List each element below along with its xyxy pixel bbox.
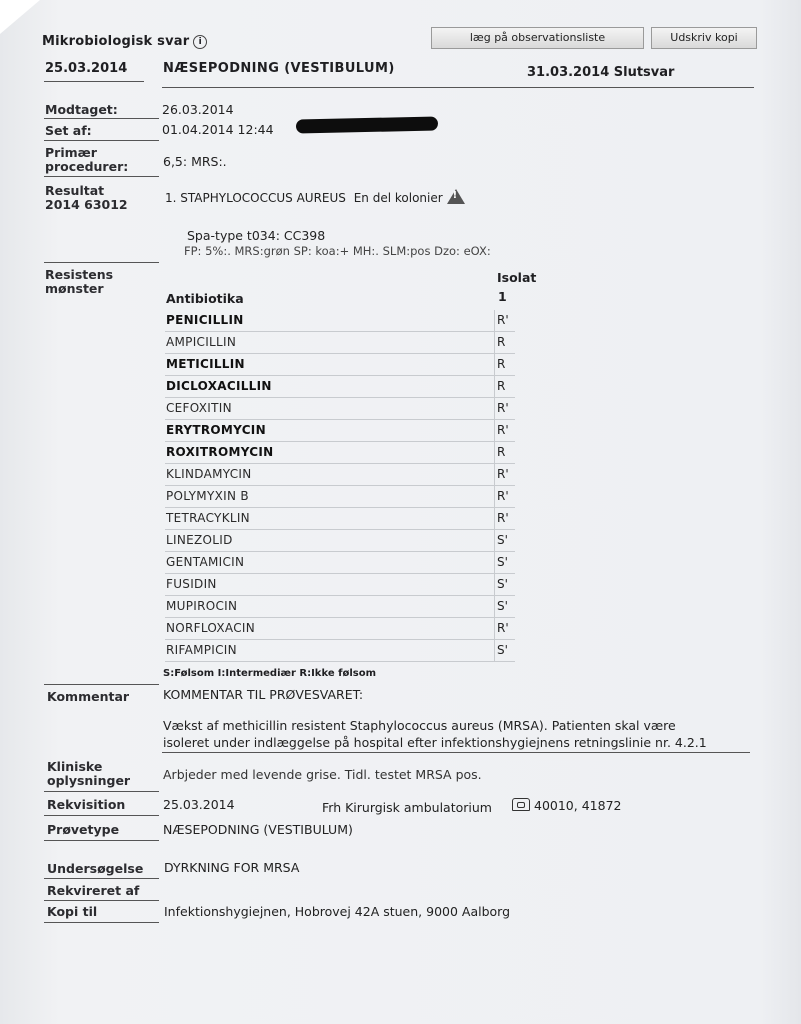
antibiotic-result: R' xyxy=(497,423,509,437)
antibiotic-result: R' xyxy=(497,621,509,635)
sample-type-label: Prøvetype xyxy=(47,822,120,837)
fp-line: FP: 5%:. MRS:grøn SP: koa:+ MH:. SLM:pos Dzo: eOX: xyxy=(184,244,491,258)
sample-date: 25.03.2014 xyxy=(45,61,128,76)
table-row xyxy=(165,442,515,464)
antibiotic-name: TETRACYKLIN xyxy=(166,511,250,525)
clinical-info-value: Arbjeder med levende grise. Tidl. testet MRSA pos. xyxy=(163,767,482,782)
table-row xyxy=(165,640,515,662)
clinical-label-line2: oplysninger xyxy=(47,773,131,788)
table-row xyxy=(165,310,515,332)
info-icon[interactable]: i xyxy=(193,35,207,49)
table-row xyxy=(165,552,515,574)
divider xyxy=(44,176,159,177)
antibiotic-name: DICLOXACILLIN xyxy=(166,379,272,393)
print-copy-button[interactable]: Udskriv kopi xyxy=(651,27,757,49)
antibiotic-name: ERYTROMYCIN xyxy=(166,423,266,437)
spa-type: Spa-type t034: CC398 xyxy=(187,228,326,243)
antibiotic-name: METICILLIN xyxy=(166,357,245,371)
final-answer-date: 31.03.2014 Slutsvar xyxy=(527,65,675,80)
antibiotic-result: R xyxy=(497,445,506,459)
table-row xyxy=(165,530,515,552)
antibiotics-header: Antibiotika xyxy=(166,291,244,306)
divider xyxy=(44,140,159,141)
divider xyxy=(44,922,159,923)
result-number: 2014 63012 xyxy=(45,197,128,212)
antibiotic-result: R' xyxy=(497,511,509,525)
column-divider xyxy=(494,310,495,332)
examination-value: DYRKNING FOR MRSA xyxy=(164,860,300,875)
requisition-phone xyxy=(512,798,621,813)
comment-heading: KOMMENTAR TIL PRØVESVARET: xyxy=(163,687,364,702)
requisition-label: Rekvisition xyxy=(47,797,126,812)
divider xyxy=(44,815,159,816)
antibiotic-name: LINEZOLID xyxy=(166,533,233,547)
table-row xyxy=(165,464,515,486)
warning-icon xyxy=(447,189,465,204)
result-organism xyxy=(165,189,465,205)
clinical-info-label xyxy=(47,760,130,788)
phone-icon xyxy=(512,798,530,811)
table-row xyxy=(165,574,515,596)
isolat-header: Isolat xyxy=(497,270,537,285)
page-title xyxy=(42,34,207,49)
row-divider xyxy=(165,661,515,662)
divider xyxy=(44,262,159,263)
comment-line-1: Vækst af methicillin resistent Staphylococcus aureus (MRSA). Patienten skal være xyxy=(163,718,676,733)
primary-procedures-label-line1: Primær xyxy=(45,145,97,160)
resistance-pattern-label xyxy=(45,268,113,296)
divider xyxy=(162,752,750,753)
phone-numbers: 40010, 41872 xyxy=(534,798,622,813)
colony-count: En del kolonier xyxy=(353,191,443,205)
table-row xyxy=(165,486,515,508)
result-label-line1: Resultat xyxy=(45,183,105,198)
column-divider xyxy=(494,332,495,354)
table-row xyxy=(165,354,515,376)
table-row xyxy=(165,332,515,354)
sample-type-value: NÆSEPODNING (VESTIBULUM) xyxy=(163,822,353,837)
column-divider xyxy=(494,464,495,486)
antibiotic-result: R' xyxy=(497,313,509,327)
divider xyxy=(162,87,754,88)
table-row xyxy=(165,398,515,420)
column-divider xyxy=(494,640,495,662)
seen-by-value: 01.04.2014 12:44 xyxy=(162,122,274,137)
antibiotic-result: S' xyxy=(497,555,508,569)
antibiotic-name: GENTAMICIN xyxy=(166,555,245,569)
column-divider xyxy=(494,486,495,508)
clinical-label-line1: Kliniske xyxy=(47,759,103,774)
copy-to-label: Kopi til xyxy=(47,904,98,919)
antibiotic-result: R' xyxy=(497,401,509,415)
divider xyxy=(44,878,159,879)
column-divider xyxy=(494,354,495,376)
page-corner xyxy=(0,0,40,34)
primary-procedures-label-line2: procedurer: xyxy=(45,159,129,174)
antibiotic-name: POLYMYXIN B xyxy=(166,489,249,503)
antibiotic-name: PENICILLIN xyxy=(166,313,244,327)
column-divider xyxy=(494,618,495,640)
column-divider xyxy=(494,376,495,398)
antibiotic-name: ROXITROMYCIN xyxy=(166,445,274,459)
antibiotic-result: R xyxy=(497,357,506,371)
column-divider xyxy=(494,574,495,596)
seen-by-label: Set af: xyxy=(45,123,92,138)
result-label xyxy=(45,184,128,212)
divider xyxy=(44,118,159,119)
isolat-number: 1 xyxy=(498,289,507,304)
divider xyxy=(44,840,159,841)
received-value: 26.03.2014 xyxy=(162,102,234,117)
antibiotic-result: S' xyxy=(497,533,508,547)
column-divider xyxy=(494,508,495,530)
requisition-place: Frh Kirurgisk ambulatorium xyxy=(322,800,492,815)
table-row xyxy=(165,618,515,640)
antibiotic-name: NORFLOXACIN xyxy=(166,621,256,635)
antibiotic-name: AMPICILLIN xyxy=(166,335,237,349)
primary-procedures-value: 6,5: MRS:. xyxy=(163,154,227,169)
antibiotic-name: RIFAMPICIN xyxy=(166,643,237,657)
resistance-label-line1: Resistens xyxy=(45,267,114,282)
page-title-text: Mikrobiologisk svar xyxy=(42,34,190,49)
antibiotic-name: KLINDAMYCIN xyxy=(166,467,252,481)
sample-type-header: NÆSEPODNING (VESTIBULUM) xyxy=(163,61,395,76)
antibiotic-result: R xyxy=(497,379,506,393)
antibiotic-result: S' xyxy=(497,599,508,613)
column-divider xyxy=(494,552,495,574)
resistance-label-line2: mønster xyxy=(45,281,104,296)
requisition-date: 25.03.2014 xyxy=(163,797,235,812)
antibiotic-name: FUSIDIN xyxy=(166,577,217,591)
organism-name: 1. STAPHYLOCOCCUS AUREUS xyxy=(165,191,346,205)
table-row xyxy=(165,596,515,618)
antibiotic-result: S' xyxy=(497,643,508,657)
table-row xyxy=(165,508,515,530)
column-divider xyxy=(494,398,495,420)
received-label: Modtaget: xyxy=(45,102,118,117)
copy-to-value: Infektionshygiejnen, Hobrovej 42A stuen, 9000 Aalborg xyxy=(164,904,511,919)
redaction-mark xyxy=(296,117,438,134)
antibiotic-name: MUPIROCIN xyxy=(166,599,238,613)
comment-label: Kommentar xyxy=(47,689,130,704)
antibiotic-result: S' xyxy=(497,577,508,591)
divider xyxy=(44,81,144,82)
antibiotic-result: R' xyxy=(497,489,509,503)
divider xyxy=(44,900,159,901)
add-to-observation-list-button[interactable]: læg på observationsliste xyxy=(431,27,644,49)
primary-procedures-label xyxy=(45,146,128,174)
antibiotic-result: R xyxy=(497,335,506,349)
column-divider xyxy=(494,442,495,464)
antibiotic-result: R' xyxy=(497,467,509,481)
legend-text: S:Følsom I:Intermediær R:Ikke følsom xyxy=(163,668,376,679)
column-divider xyxy=(494,420,495,442)
column-divider xyxy=(494,596,495,618)
table-row xyxy=(165,376,515,398)
table-row xyxy=(165,420,515,442)
examination-label: Undersøgelse xyxy=(47,861,144,876)
requested-by-label: Rekvireret af xyxy=(47,883,140,898)
divider xyxy=(44,684,159,685)
comment-line-2: isoleret under indlæggelse på hospital efter infektionshygiejnens retningslinie nr. 4.2.1 xyxy=(163,735,707,750)
antibiotic-name: CEFOXITIN xyxy=(166,401,232,415)
divider xyxy=(44,791,159,792)
column-divider xyxy=(494,530,495,552)
